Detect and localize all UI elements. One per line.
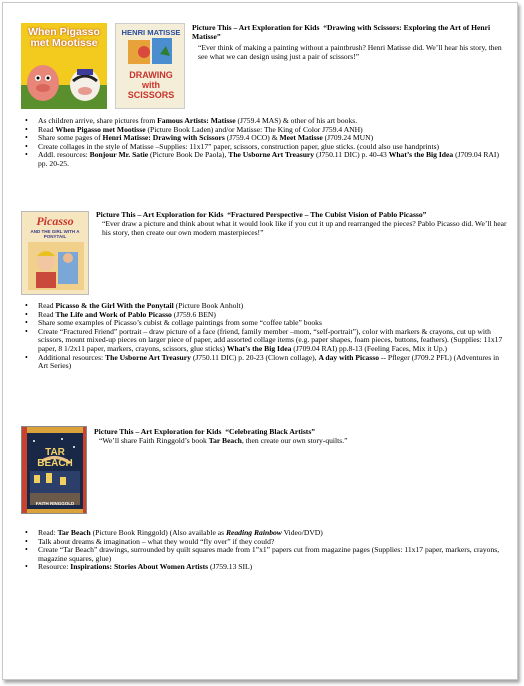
matisse-cover-title: HENRI MATISSE — [121, 28, 181, 37]
picasso-cover-art — [22, 212, 89, 295]
book-cover-drawing-with-scissors — [115, 23, 185, 109]
section3-intro: “We’ll share Faith Ringgold’s book Tar Beach, then create our own story-quilts.” — [99, 436, 348, 445]
tar-beach-cover-author: FAITH RINGGOLD — [35, 501, 75, 506]
section3-bullet-list — [25, 529, 507, 572]
section1-header-title: Picture This – Art Exploration for Kids — [192, 23, 320, 32]
tar-beach-cover-title: TAR BEACH — [37, 447, 73, 469]
list-item: • Create “Fractured Friend” portrait – draw picture of a face (friend, family member –mom, “self-portrait”), color with markers & crayons, cut up with scissors, mount mixed-up pieces on larger piece of paper, add assorted collage items (e.g. paper shapes, foam pieces, buttons, feathers). (Supplies: 11x17 paper, 8 1/2x11 paper, markers, crayons, scissors, glue sticks) What’s the Big Idea (J709.04 RAI) pp.8-13 (Feeling Faces, Mix it Up.) — [25, 328, 507, 354]
section1-intro: “Ever think of making a painting without a paintbrush? Henri Matisse did. We’ll hear his story, then see what we can design using just a pair of scissors!” — [198, 43, 502, 61]
section3-header-title: Picture This – Art Exploration for Kids — [94, 427, 222, 436]
picasso-cover-subtitle: AND THE GIRL WITH A PONYTAIL — [30, 229, 80, 239]
section2-bullet-list — [25, 302, 507, 371]
list-item: • Create “Tar Beach” drawings, surrounded by quilt squares made from 1”x1” papers cut from magazine pages (Supplies: 11x17 paper, markers, crayons, magazine squares, glue) — [25, 546, 507, 563]
section3-header-subtitle: “Celebrating Black Artists” — [225, 427, 316, 436]
list-item: • Share some examples of Picasso’s cubist & collage paintings from some “coffee table” books — [25, 319, 507, 328]
list-item: • Addl. resources: Bonjour Mr. Satie (Picture Book De Paola), The Usborne Art Treasury (J750.11 DIC) p. 40-43 What’s the Big Idea (J709.04 RAI) pp. 20-25. — [25, 151, 505, 168]
list-item: • Read Picasso & the Girl With the Ponytail (Picture Book Anholt) — [25, 302, 507, 311]
list-item: • As children arrive, share pictures from Famous Artists: Matisse (J759.4 MAS) & other of his art books. — [25, 117, 505, 126]
section2-header-subtitle: “Fractured Perspective – The Cubist Vision of Pablo Picasso” — [227, 210, 427, 219]
picasso-cover-title: Picasso — [36, 214, 74, 228]
list-item: • Share some pages of Henri Matisse: Drawing with Scissors (J759.4 OCO) & Meet Matisse (J709.24 MUN) — [25, 134, 505, 143]
section2-intro: “Ever draw a picture and think about what it would look like if you cut it up and rearranged the pieces? Pablo Picasso did. We’ll hear his story, then create our own modern masterpieces!” — [102, 219, 507, 237]
list-item: • Resource: Inspirations: Stories About Women Artists (J759.13 SIL) — [25, 563, 507, 572]
list-item: • Read When Pigasso met Mootisse (Picture Book Laden) and/or Matisse: The King of Color J759.4 ANH) — [25, 126, 505, 135]
section1-header-subtitle: “Drawing with Scissors: Exploring the Art of Henri Matisse” — [192, 23, 491, 41]
section1-bullet-list — [25, 117, 505, 169]
list-item: • Read: Tar Beach (Picture Book Ringgold) (Also available as Reading Rainbow Video/DVD) — [25, 529, 507, 538]
section1-header — [192, 24, 507, 41]
document-page — [2, 2, 518, 680]
matisse-cover-subtitle: DRAWING with SCISSORS — [127, 70, 175, 100]
book-cover-pigasso-mootisse — [21, 23, 107, 109]
list-item: • Additional resources: The Usborne Art Treasury (J750.11 DIC) p. 20-23 (Clown collage), A day with Picasso -- Pfleger (J709.2 PFL) (Adventures in Art Series) — [25, 354, 507, 371]
list-item: • Create collages in the style of Matisse –Supplies: 11x17” paper, scissors, construction paper, glue sticks. (could also use handprints) — [25, 143, 505, 152]
book-cover-tar-beach — [21, 426, 87, 514]
book-cover-picasso-ponytail — [21, 211, 89, 295]
section2-header-title: Picture This – Art Exploration for Kids — [96, 210, 224, 219]
pigasso-cover-title: When Pigasso met Mootisse — [28, 26, 100, 49]
list-item: • Talk about dreams & imagination – what they would “fly over” if they could? — [25, 538, 507, 547]
list-item: • Read The Life and Work of Pablo Picasso (J759.6 BEN) — [25, 311, 507, 320]
